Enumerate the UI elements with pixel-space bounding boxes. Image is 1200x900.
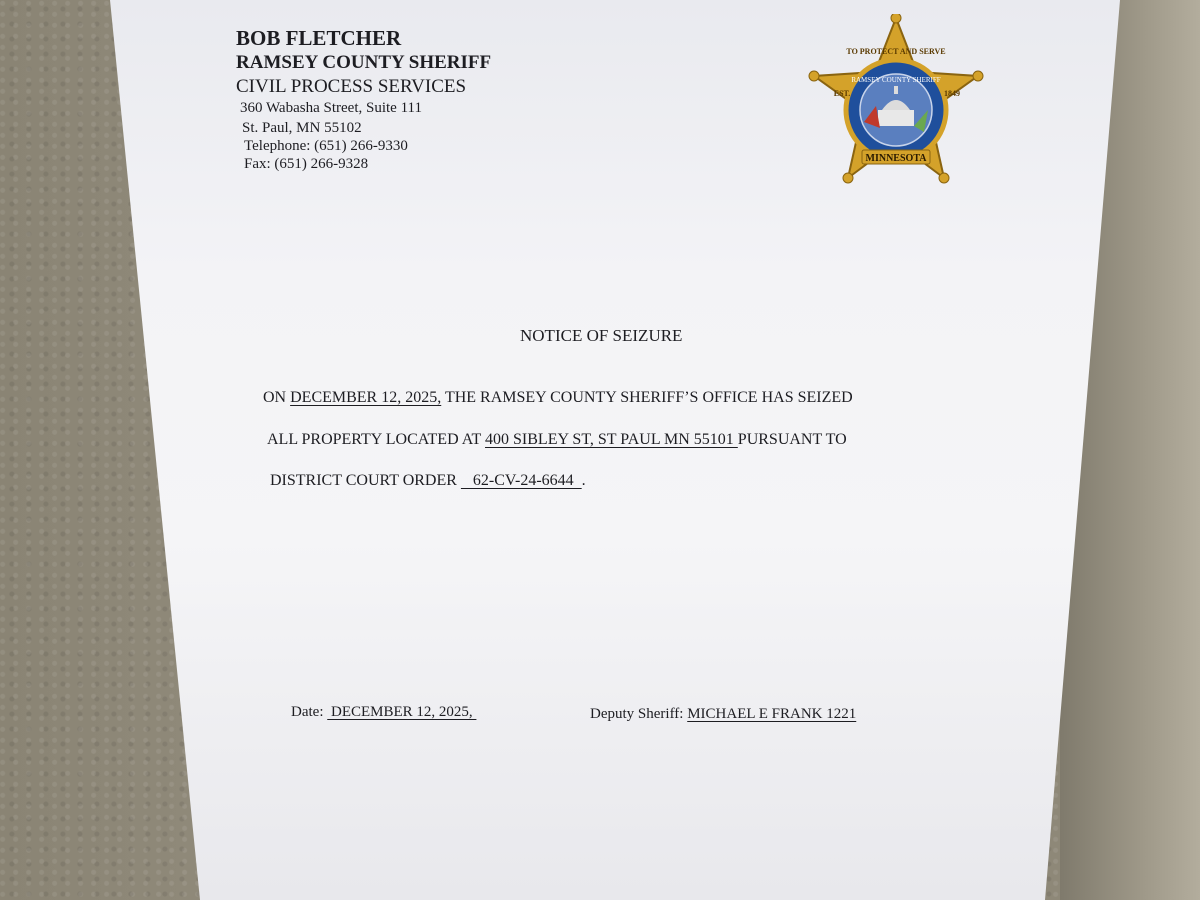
telephone-line: Telephone: (651) 266-9330 xyxy=(244,138,408,154)
service-name: CIVIL PROCESS SERVICES xyxy=(236,76,467,97)
line3-suffix: . xyxy=(581,472,586,489)
deputy-label: Deputy Sheriff: xyxy=(590,706,684,722)
court-order-number: 62-CV-24-6644 xyxy=(460,472,582,489)
sheriff-star-badge-icon xyxy=(806,14,986,190)
badge-state-text: MINNESOTA xyxy=(865,153,927,164)
line2-prefix: ALL PROPERTY LOCATED AT xyxy=(267,431,486,448)
date-value: DECEMBER 12, 2025, xyxy=(327,704,477,720)
address-line-2: St. Paul, MN 55102 xyxy=(242,120,362,136)
line1-prefix: ON xyxy=(263,389,291,406)
badge-est-text: EST. xyxy=(833,89,851,98)
notice-line-2 xyxy=(267,431,847,449)
seizure-date: DECEMBER 12, 2025, xyxy=(290,389,442,406)
fax-line: Fax: (651) 266-9328 xyxy=(244,156,369,172)
line2-suffix: PURSUANT TO xyxy=(737,431,847,448)
badge-top-text: TO PROTECT AND SERVE xyxy=(846,47,946,56)
address-line-1: 360 Wabasha Street, Suite 111 xyxy=(240,100,422,116)
date-field xyxy=(291,704,476,721)
sheriff-name: BOB FLETCHER xyxy=(236,26,402,50)
property-address: 400 SIBLEY ST, ST PAUL MN 55101 xyxy=(485,431,738,448)
line3-prefix: DISTRICT COURT ORDER xyxy=(270,472,461,489)
badge-ring-text: RAMSEY COUNTY SHERIFF xyxy=(851,76,941,84)
notice-line-3 xyxy=(270,472,586,490)
organization-name: RAMSEY COUNTY SHERIFF xyxy=(236,52,492,73)
badge-year-text: 1849 xyxy=(944,89,960,98)
notice-line-1 xyxy=(263,389,853,407)
line1-suffix: THE RAMSEY COUNTY SHERIFF’S OFFICE HAS SEIZED xyxy=(441,389,853,406)
date-label: Date: xyxy=(291,704,324,720)
notice-title: NOTICE OF SEIZURE xyxy=(520,326,683,345)
deputy-field xyxy=(590,706,856,723)
deputy-name: MICHAEL E FRANK 1221 xyxy=(687,706,857,722)
